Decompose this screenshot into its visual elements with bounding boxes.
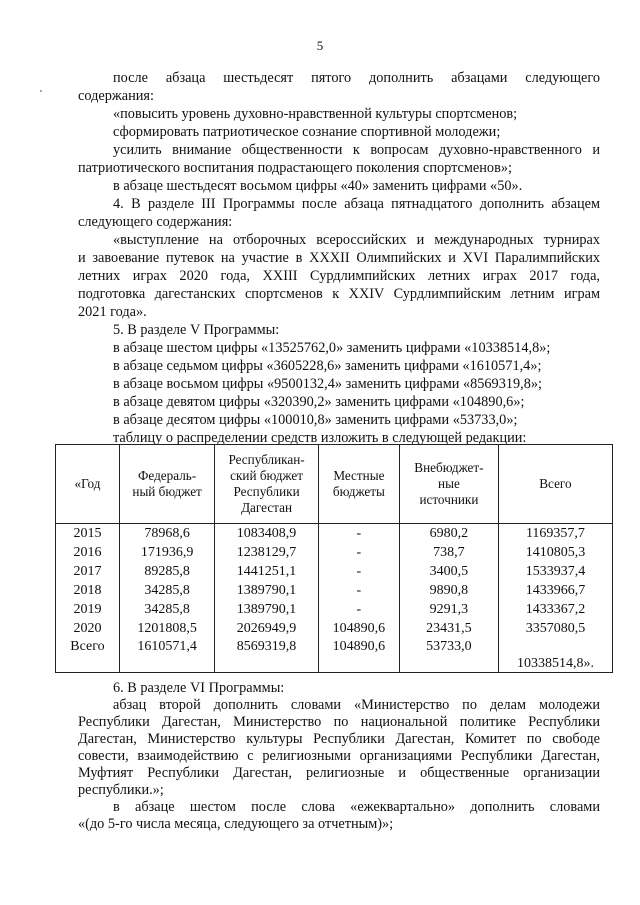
text-line: Республики Дагестан, Министерство по национальной политике Республики (78, 714, 600, 730)
table-row (56, 600, 613, 619)
cell-federal: 1610571,4 (119, 638, 214, 673)
text-line: в абзаце девятом цифры «320390,2» заменить цифрами «104890,6»; (113, 394, 525, 410)
header-total: Всего (498, 445, 612, 524)
scan-speck (40, 90, 42, 92)
cell-federal: 89285,8 (119, 562, 214, 581)
table-row (56, 543, 613, 562)
cell-total: 1433966,7 (498, 581, 612, 600)
text-line: в абзаце восьмом цифры «9500132,4» заменить цифрами «8569319,8»; (113, 376, 542, 392)
cell-local: - (318, 543, 399, 562)
cell-total: 1169357,7 (498, 524, 612, 544)
text-line: Муфтият Республики Дагестан, религиозные и общественные организации (78, 765, 600, 781)
cell-extra: 738,7 (399, 543, 498, 562)
cell-year: 2017 (56, 562, 120, 581)
cell-federal: 78968,6 (119, 524, 214, 544)
text-line: республики.»; (78, 782, 164, 798)
text-line: в абзаце седьмом цифры «3605228,6» заменить цифрами «1610571,4»; (113, 358, 542, 374)
cell-republic: 1441251,1 (215, 562, 319, 581)
cell-total: 1533937,4 (498, 562, 612, 581)
text-line: совести, взаимодействию с религиозными организациями Республики Дагестан, (78, 748, 600, 764)
text-line: в абзаце шестьдесят восьмом цифры «40» заменить цифрами «50». (113, 178, 523, 194)
text-line: «выступление на отборочных всероссийских и международных турнирах (113, 232, 600, 248)
cell-year: 2020 (56, 619, 120, 638)
header-local-budgets: Местные бюджеты (318, 445, 399, 524)
cell-year: Всего (56, 638, 120, 673)
table-row (56, 619, 613, 638)
cell-total: 3357080,5 (498, 619, 612, 638)
table-row (56, 581, 613, 600)
table-row (56, 524, 613, 544)
text-line: 2021 года». (78, 304, 147, 320)
cell-local: - (318, 524, 399, 544)
text-line: сформировать патриотическое сознание спортивной молодежи; (113, 124, 501, 140)
text-line: усилить внимание общественности к вопросам духовно-нравственного и (113, 142, 600, 158)
text-line: и завоевание путевок на участие в XXXII Олимпийских и XVI Паралимпийских (78, 250, 600, 266)
cell-local: 104890,6 (318, 638, 399, 673)
text-line: таблицу о распределении средств изложить в следующей редакции: (113, 430, 527, 446)
text-line: после абзаца шестьдесят пятого дополнить абзацами следующего (113, 70, 600, 86)
cell-extra: 6980,2 (399, 524, 498, 544)
text-line: Дагестан, Министерство культуры Республики Дагестан, Комитет по свободе (78, 731, 600, 747)
cell-republic: 1238129,7 (215, 543, 319, 562)
text-line: 5. В разделе V Программы: (113, 322, 280, 338)
cell-year: 2019 (56, 600, 120, 619)
cell-federal: 34285,8 (119, 600, 214, 619)
header-year: «Год (56, 445, 120, 524)
cell-local: - (318, 581, 399, 600)
text-line: патриотического воспитания подрастающего поколения спортсменов»; (78, 160, 512, 176)
funds-distribution-table (55, 444, 613, 673)
cell-local: - (318, 562, 399, 581)
header-federal-budget: Федераль- ный бюджет (119, 445, 214, 524)
cell-republic: 8569319,8 (215, 638, 319, 673)
cell-year: 2015 (56, 524, 120, 544)
cell-republic: 1083408,9 (215, 524, 319, 544)
text-line: 4. В разделе III Программы после абзаца пятнадцатого дополнить абзацем (113, 196, 600, 212)
page-number: 5 (316, 38, 324, 53)
text-line: 6. В разделе VI Программы: (113, 680, 285, 696)
header-republic-budget: Республикан- ский бюджет Республики Дагестан (215, 445, 319, 524)
cell-federal: 1201808,5 (119, 619, 214, 638)
cell-extra: 9890,8 (399, 581, 498, 600)
cell-republic: 2026949,9 (215, 619, 319, 638)
text-line: «(до 5-го числа месяца, следующего за отчетным)»; (78, 816, 394, 832)
cell-extra: 3400,5 (399, 562, 498, 581)
text-line: «повысить уровень духовно-нравственной культуры спортсменов; (113, 106, 518, 122)
text-line: в абзаце десятом цифры «100010,8» заменить цифрами «53733,0»; (113, 412, 518, 428)
table-row (56, 562, 613, 581)
cell-republic: 1389790,1 (215, 581, 319, 600)
table-header-row (56, 445, 613, 524)
cell-extra: 23431,5 (399, 619, 498, 638)
cell-local: - (318, 600, 399, 619)
text-line: абзац второй дополнить словами «Министерство по делам молодежи (113, 697, 600, 713)
cell-year: 2016 (56, 543, 120, 562)
cell-year: 2018 (56, 581, 120, 600)
cell-republic: 1389790,1 (215, 600, 319, 619)
text-line: в абзаце шестом после слова «ежеквартально» дополнить словами (113, 799, 600, 815)
cell-local: 104890,6 (318, 619, 399, 638)
cell-total: 1433367,2 (498, 600, 612, 619)
text-line: содержания: (78, 88, 154, 104)
cell-total: 10338514,8». (498, 638, 612, 673)
text-line: в абзаце шестом цифры «13525762,0» заменить цифрами «10338514,8»; (113, 340, 551, 356)
cell-federal: 34285,8 (119, 581, 214, 600)
cell-extra: 53733,0 (399, 638, 498, 673)
text-line: следующего содержания: (78, 214, 233, 230)
cell-federal: 171936,9 (119, 543, 214, 562)
header-extra-budget-sources: Внебюджет- ные источники (399, 445, 498, 524)
text-line: летних играх 2020 года, XXIII Сурдлимпийских летних играх 2017 года, (78, 268, 600, 284)
table-row-total (56, 638, 613, 673)
text-line: подготовка дагестанских спортсменов к XXIV Сурдлимпийским летним играм (78, 286, 600, 302)
cell-total: 1410805,3 (498, 543, 612, 562)
cell-extra: 9291,3 (399, 600, 498, 619)
